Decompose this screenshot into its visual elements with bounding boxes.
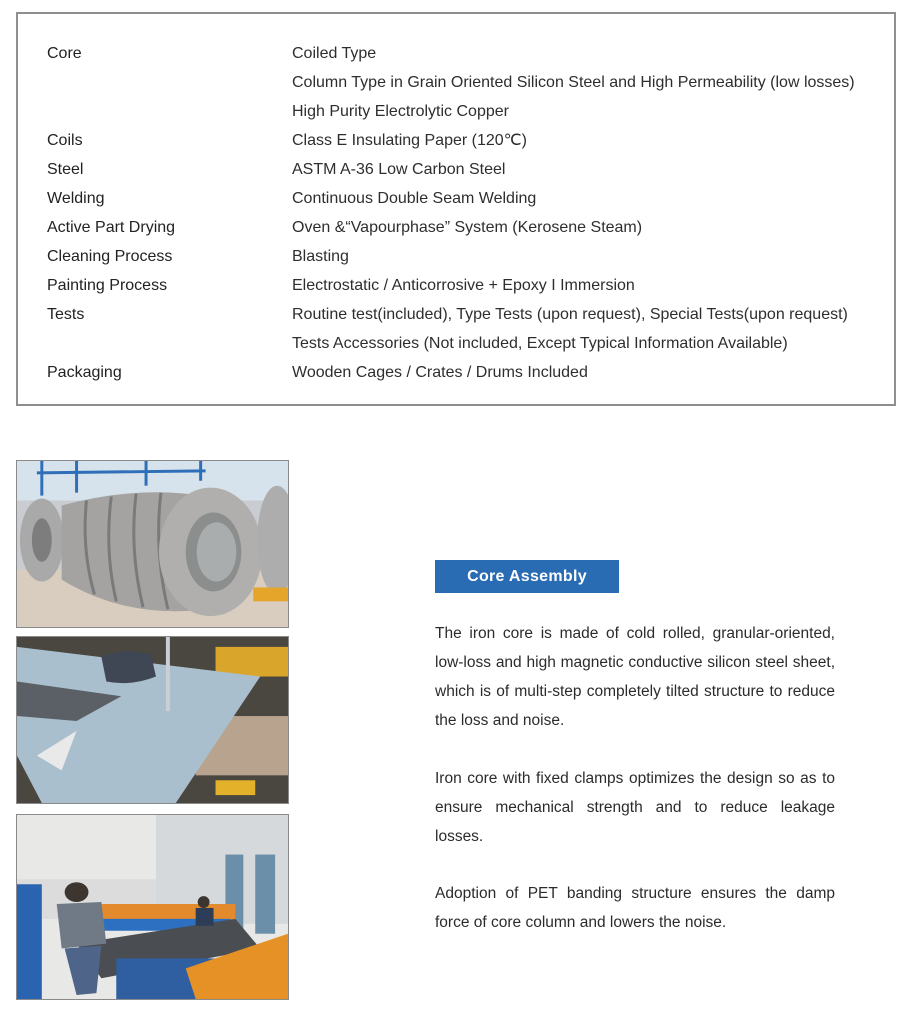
spec-row bbox=[18, 242, 894, 271]
spec-value: Oven &“Vapourphase” System (Kerosene Steam) bbox=[292, 219, 643, 236]
paragraph-core-material: The iron core is made of cold rolled, granular-oriented, low-loss and high magnetic conductive silicon steel sheet, which is of multi-step completely tilted structure to reduce the loss and noise. bbox=[435, 625, 835, 729]
spec-row bbox=[18, 39, 894, 68]
spec-row bbox=[18, 97, 894, 126]
spec-value: Column Type in Grain Oriented Silicon Steel and High Permeability (low losses) bbox=[292, 74, 855, 91]
spec-label: Active Part Drying bbox=[47, 219, 176, 236]
spec-row bbox=[18, 155, 894, 184]
spec-row bbox=[18, 126, 894, 155]
spec-row bbox=[18, 213, 894, 242]
spec-value: Coiled Type bbox=[292, 45, 377, 62]
spec-label: Painting Process bbox=[47, 277, 168, 294]
spec-value: ASTM A-36 Low Carbon Steel bbox=[292, 161, 506, 178]
spec-value: Electrostatic / Anticorrosive + Epoxy I Immersion bbox=[292, 277, 635, 294]
spec-label: Core bbox=[47, 45, 82, 62]
spec-row bbox=[18, 184, 894, 213]
paragraph-fixed-clamps: Iron core with fixed clamps optimizes the design so as to ensure mechanical strength and to reduce leakage losses. bbox=[435, 770, 835, 845]
spec-label: Tests bbox=[47, 306, 85, 323]
spec-label: Coils bbox=[47, 132, 83, 149]
core-stacking-workshop-photo bbox=[16, 814, 289, 1000]
spec-row bbox=[18, 271, 894, 300]
section-title-badge: Core Assembly bbox=[435, 560, 619, 593]
spec-value: High Purity Electrolytic Copper bbox=[292, 103, 509, 120]
spec-label: Cleaning Process bbox=[47, 248, 173, 265]
spec-value: Tests Accessories (Not included, Except Typical Information Available) bbox=[292, 335, 788, 352]
spec-value: Routine test(included), Type Tests (upon request), Special Tests(upon request) bbox=[292, 306, 848, 323]
paragraph-pet-banding: Adoption of PET banding structure ensures the damp force of core column and lowers the noise. bbox=[435, 885, 835, 931]
spec-row bbox=[18, 358, 894, 387]
silicon-steel-sheet-cutting-photo bbox=[16, 636, 289, 804]
spec-value: Continuous Double Seam Welding bbox=[292, 190, 537, 207]
spec-value: Class E Insulating Paper (120℃) bbox=[292, 132, 527, 149]
spec-label: Packaging bbox=[47, 364, 122, 381]
spec-label: Steel bbox=[47, 161, 84, 178]
spec-value: Blasting bbox=[292, 248, 349, 265]
specification-table bbox=[16, 12, 896, 406]
spec-row bbox=[18, 329, 894, 358]
spec-label: Welding bbox=[47, 190, 105, 207]
spec-row bbox=[18, 68, 894, 97]
spec-value: Wooden Cages / Crates / Drums Included bbox=[292, 364, 588, 381]
steel-coils-photo bbox=[16, 460, 289, 628]
spec-row bbox=[18, 300, 894, 329]
